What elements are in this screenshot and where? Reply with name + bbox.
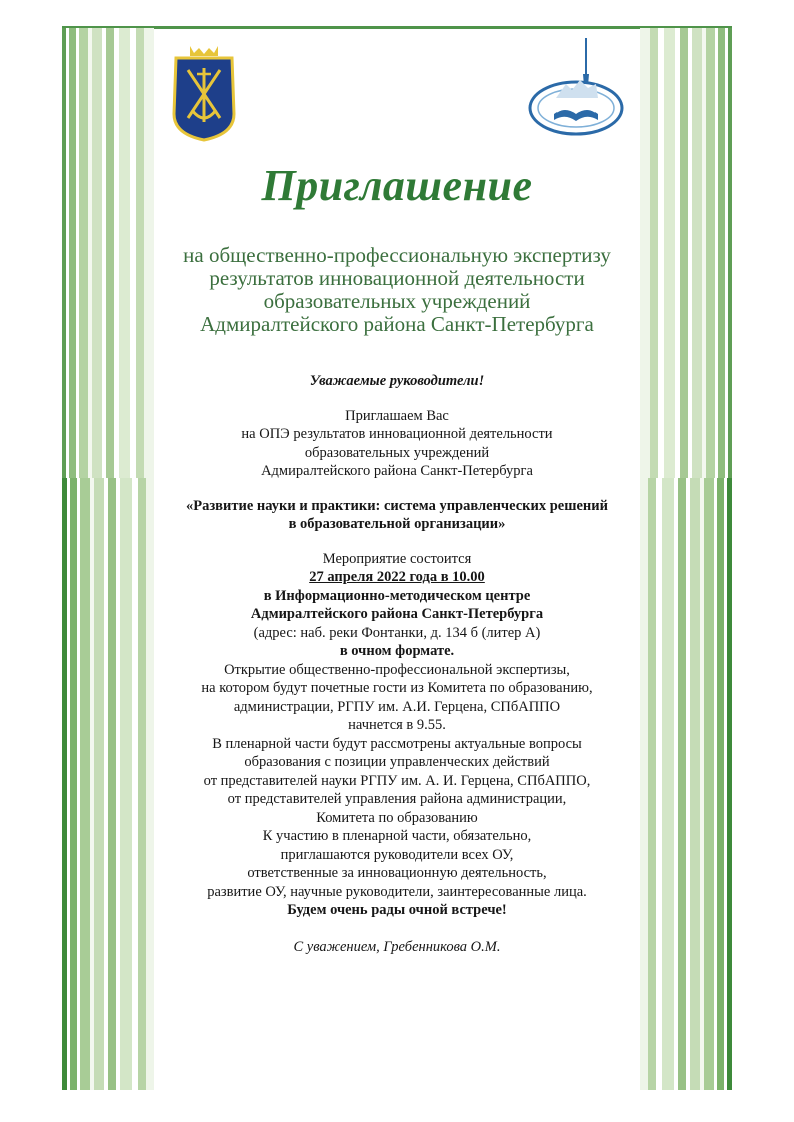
topic-line: «Развитие науки и практики: система управленческих решений — [186, 497, 608, 514]
invite-line: Адмиралтейского района Санкт-Петербурга — [261, 463, 533, 479]
plenary-line: приглашаются руководители всех ОУ, — [280, 846, 514, 863]
invite-line: образовательных учреждений — [304, 444, 490, 461]
invitation-body — [150, 372, 644, 956]
opening-line: начнется в 9.55. — [348, 717, 446, 733]
plenary-line: от представителей науки РГПУ им. А. И. Герцена, СПбАППО, — [203, 772, 591, 789]
district-coat-of-arms-icon — [168, 44, 240, 142]
plenary-line: от представителей управления района администрации, — [227, 791, 567, 807]
event-place-district: Адмиралтейского района Санкт-Петербурга — [250, 606, 544, 622]
subtitle-line: на общественно-профессиональную экспертизу — [183, 243, 611, 267]
subtitle-line: Адмиралтейского района Санкт-Петербурга — [200, 312, 594, 336]
left-stripe-panel-bottom — [62, 478, 154, 1090]
opening-line: на котором будут почетные гости из Комитета по образованию, — [201, 680, 593, 696]
opening-line: Открытие общественно-профессиональной экспертизы, — [224, 661, 570, 678]
spacer — [150, 534, 644, 550]
subtitle-line: результатов инновационной деятельности — [209, 266, 585, 290]
plenary-line: В пленарной части будут рассмотрены актуальные вопросы — [212, 735, 582, 752]
page-title: Приглашение — [261, 161, 533, 210]
spacer — [150, 481, 644, 497]
event-format: в очном формате. — [339, 643, 455, 659]
event-date: 27 апреля 2022 года в 10.00 — [309, 569, 485, 585]
closing-line: Будем очень рады очной встрече! — [287, 902, 507, 918]
invite-line: Приглашаем Вас — [345, 407, 449, 424]
plenary-line: ответственные за инновационную деятельность, — [247, 865, 547, 881]
topic-line: в образовательной организации» — [288, 516, 506, 532]
imc-book-logo-icon — [526, 36, 626, 136]
top-border-line — [62, 26, 732, 29]
plenary-line: К участию в пленарной части, обязательно, — [262, 828, 532, 844]
plenary-line: развитие ОУ, научные руководители, заинтересованные лица. — [207, 883, 587, 900]
plenary-line: образования с позиции управленческих действий — [244, 754, 550, 770]
event-place: в Информационно-методическом центре — [263, 587, 531, 604]
event-intro: Мероприятие состоится — [322, 550, 472, 567]
event-address: (адрес: наб. реки Фонтанки, д. 134 б (литер А) — [253, 624, 541, 641]
signature: С уважением, Гребенникова О.М. — [293, 938, 501, 955]
greeting: Уважаемые руководители! — [309, 373, 485, 389]
right-stripe-panel-bottom — [640, 478, 732, 1090]
plenary-line: Комитета по образованию — [316, 809, 478, 826]
opening-line: администрации, РГПУ им. А.И. Герцена, СПбАППО — [233, 698, 561, 715]
invite-line: на ОПЭ результатов инновационной деятельности — [241, 426, 553, 442]
subtitle — [120, 244, 674, 336]
subtitle-line: образовательных учреждений — [263, 289, 531, 313]
